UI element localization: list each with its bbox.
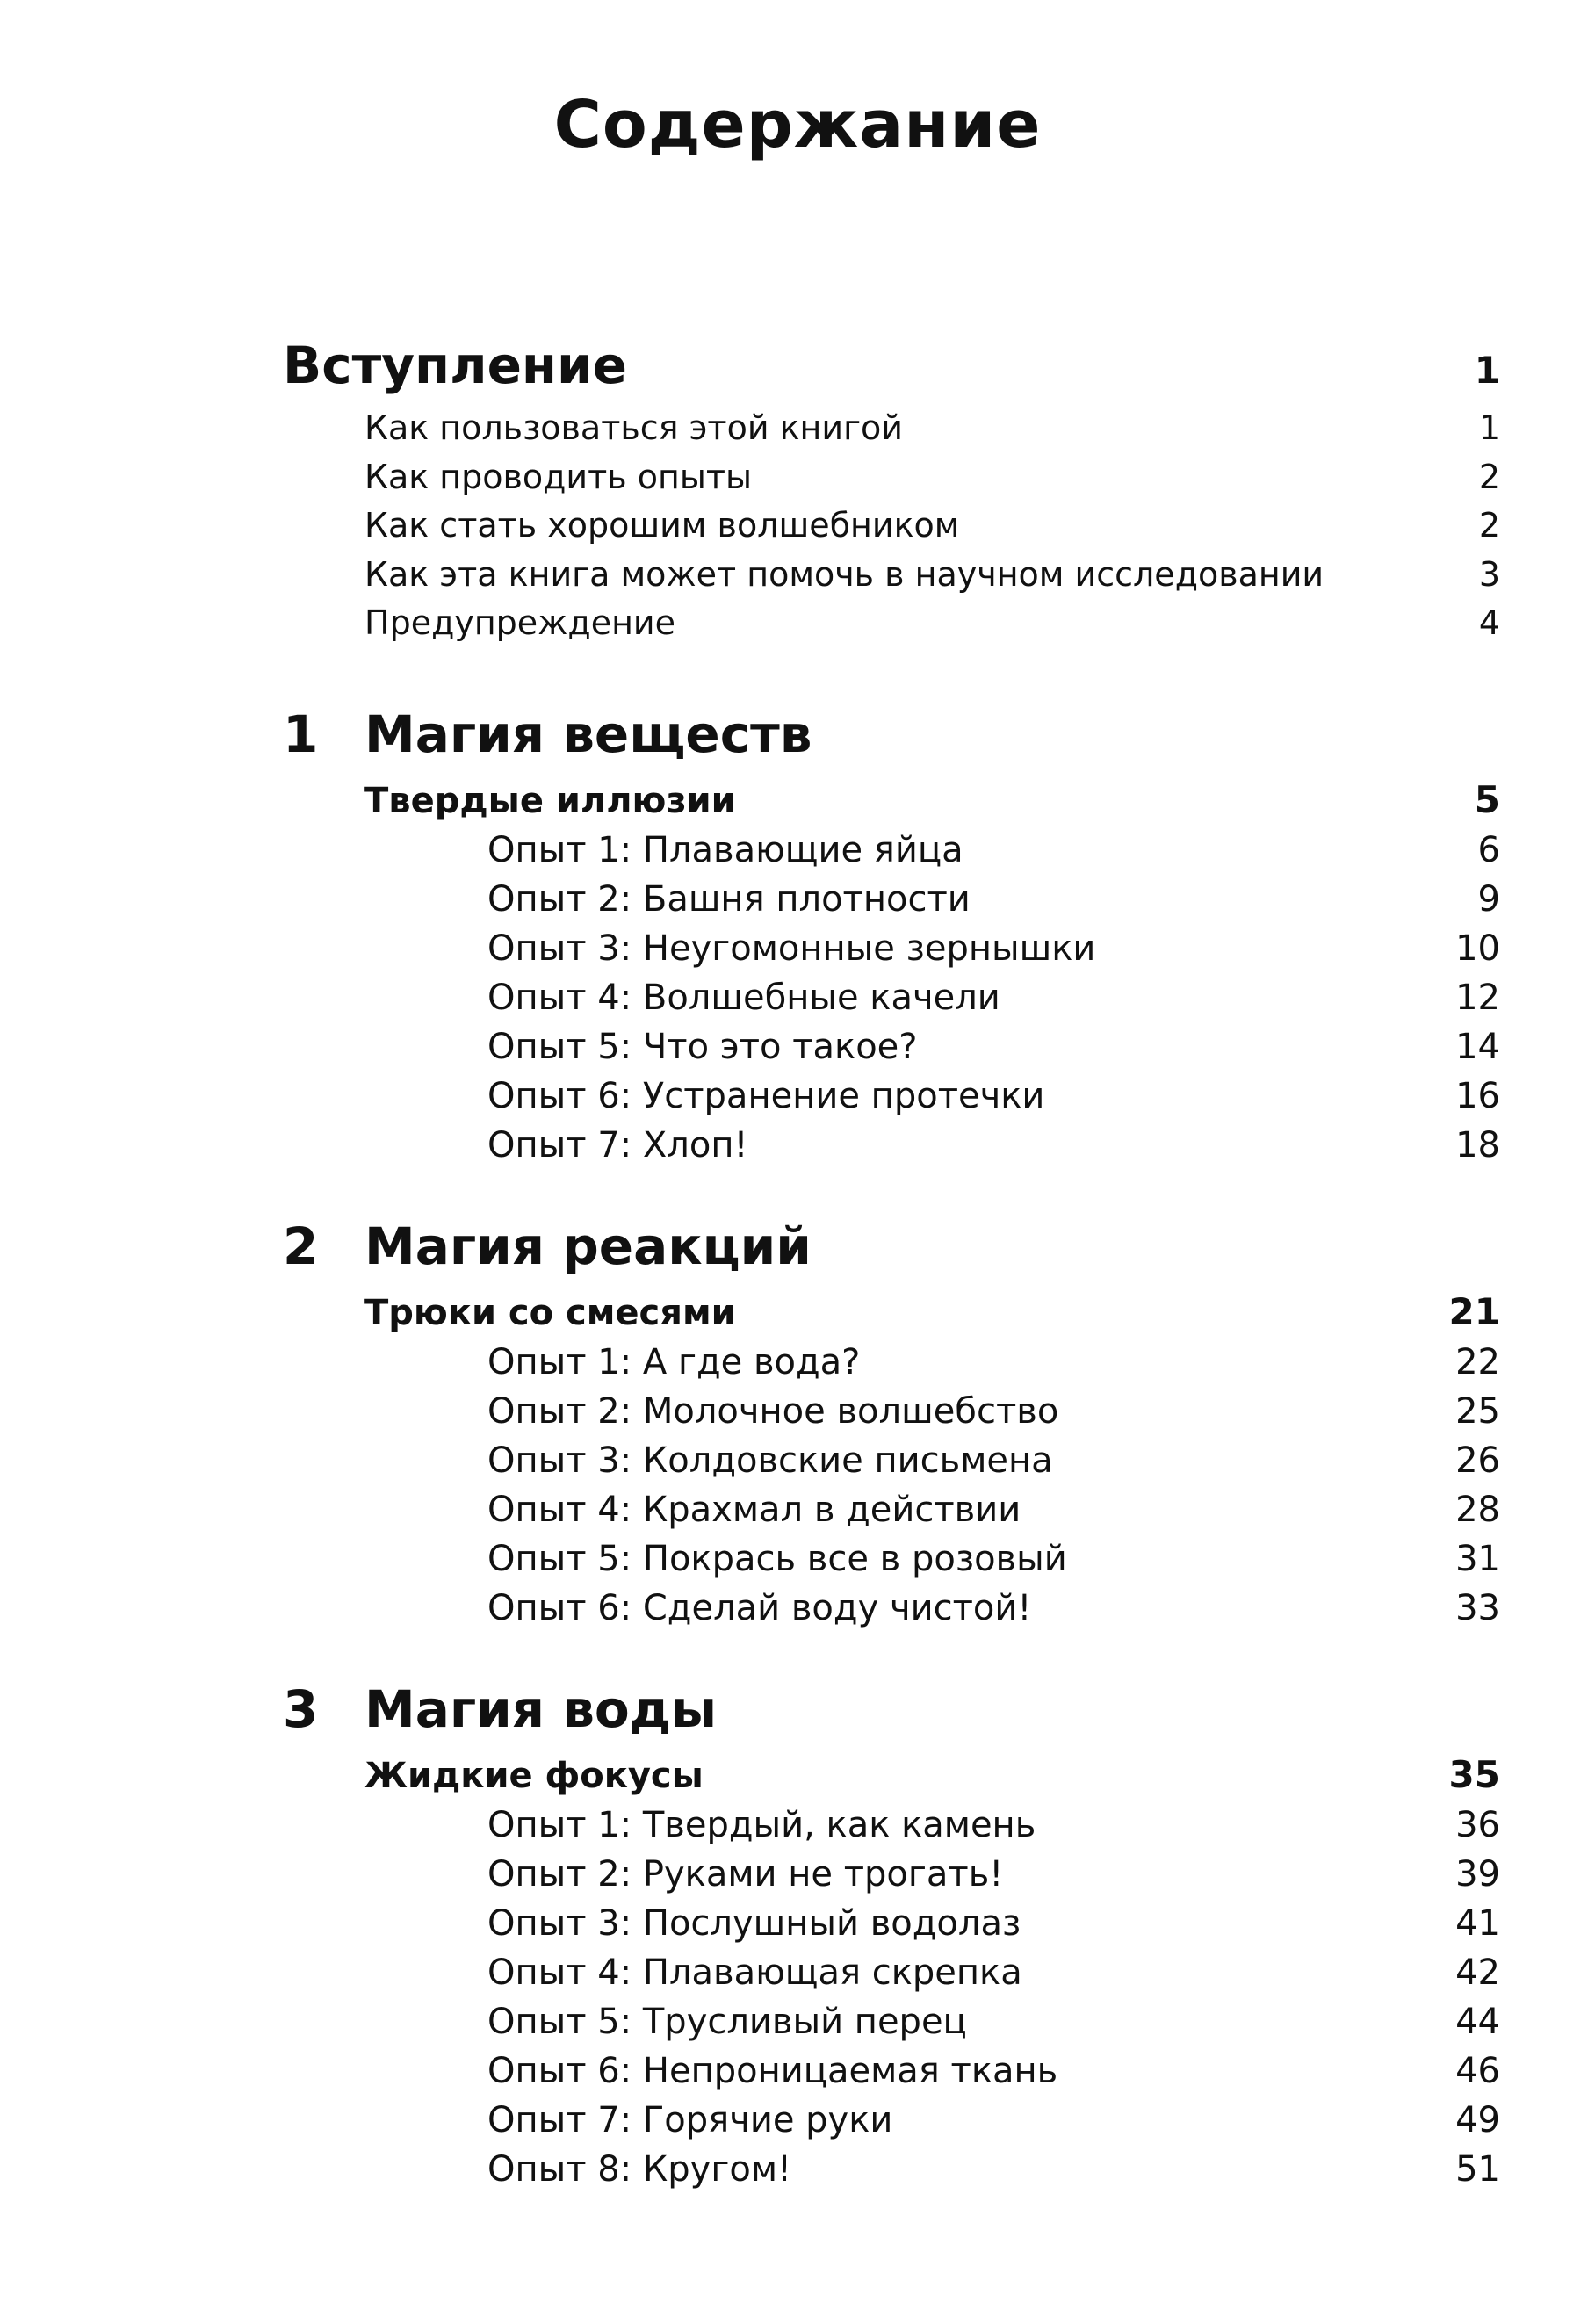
toc-entry-label: Опыт 6: Сделай воду чистой! <box>487 1588 1032 1628</box>
toc-entry-label: Опыт 6: Устранение протечки <box>487 1076 1045 1116</box>
chapter-title: Магия веществ <box>364 704 812 764</box>
toc-entry-page: 36 <box>1455 1805 1500 1845</box>
toc-entry[interactable] <box>487 1485 1500 1534</box>
toc-entry-page: 1 <box>1478 408 1500 447</box>
toc-entry-page: 44 <box>1455 2002 1500 2042</box>
chapter-title: Магия воды <box>364 1679 718 1739</box>
toc-entry-label: Как эта книга может помочь в научном исследовании <box>364 554 1324 594</box>
toc-entry-page: 3 <box>1478 554 1500 594</box>
section-page: 21 <box>1448 1290 1500 1333</box>
experiment-list <box>487 1338 1500 1633</box>
toc-entry-label: Опыт 2: Руками не трогать! <box>487 1854 1004 1895</box>
section-entry[interactable] <box>364 1750 1500 1801</box>
section-entry[interactable] <box>364 775 1500 826</box>
toc-entry-page: 33 <box>1455 1588 1500 1628</box>
toc-entry-page: 16 <box>1455 1076 1500 1116</box>
section-label: Жидкие фокусы <box>364 1756 704 1796</box>
toc-entry-label: Опыт 4: Крахмал в действии <box>487 1490 1021 1530</box>
toc-entry-page: 18 <box>1455 1125 1500 1166</box>
toc-entry[interactable] <box>487 973 1500 1022</box>
toc-entry-page: 12 <box>1455 978 1500 1018</box>
toc-entry-label: Опыт 3: Неугомонные зернышки <box>487 928 1096 969</box>
toc-entry[interactable] <box>487 1436 1500 1485</box>
toc-entry[interactable] <box>487 1948 1500 1997</box>
toc-entry[interactable] <box>487 2096 1500 2145</box>
toc-entry-label: Опыт 6: Непроницаемая ткань <box>487 2051 1058 2091</box>
toc-entry[interactable] <box>487 1850 1500 1899</box>
toc-entry[interactable] <box>487 1072 1500 1121</box>
toc-entry-label: Опыт 7: Горячие руки <box>487 2100 893 2140</box>
experiment-list <box>487 826 1500 1170</box>
toc-entry-page: 2 <box>1478 457 1500 496</box>
toc-entry-label: Опыт 7: Хлоп! <box>487 1125 748 1166</box>
toc-entry[interactable] <box>364 404 1500 453</box>
chapter-heading[interactable] <box>283 694 1500 775</box>
toc-entry-page: 2 <box>1478 506 1500 545</box>
toc-entry-label: Как проводить опыты <box>364 457 752 496</box>
intro-list <box>364 404 1500 648</box>
toc-entry-label: Опыт 5: Что это такое? <box>487 1027 918 1067</box>
toc-entry[interactable] <box>487 1997 1500 2046</box>
section-page: 5 <box>1474 778 1500 821</box>
toc-entry[interactable] <box>487 826 1500 875</box>
toc-entry-page: 14 <box>1455 1027 1500 1067</box>
chapter-heading[interactable] <box>283 1669 1500 1750</box>
toc-entry-page: 9 <box>1477 879 1500 920</box>
toc-entry[interactable] <box>487 1534 1500 1584</box>
toc-entry-label: Предупреждение <box>364 603 675 642</box>
toc-entry-page: 25 <box>1455 1391 1500 1432</box>
toc-entry[interactable] <box>487 924 1500 973</box>
toc-entry-page: 51 <box>1455 2149 1500 2190</box>
toc-entry-page: 49 <box>1455 2100 1500 2140</box>
toc-entry-label: Опыт 4: Плавающая скрепка <box>487 1952 1022 1993</box>
toc-entry[interactable] <box>487 1584 1500 1633</box>
toc-entry[interactable] <box>487 2046 1500 2096</box>
toc-entry-page: 26 <box>1455 1440 1500 1481</box>
toc-entry-page: 41 <box>1455 1903 1500 1944</box>
chapter-2 <box>283 1206 1500 1633</box>
toc-entry-label: Опыт 5: Покрась все в розовый <box>487 1539 1067 1579</box>
toc-entry-page: 28 <box>1455 1490 1500 1530</box>
intro-heading: Вступление <box>283 336 627 395</box>
chapter-title: Магия реакций <box>364 1216 812 1276</box>
page-title: Содержание <box>553 87 1042 162</box>
toc-entry[interactable] <box>487 1387 1500 1436</box>
toc-entry-label: Опыт 1: Плавающие яйца <box>487 830 963 870</box>
toc-entry[interactable] <box>487 875 1500 924</box>
toc-entry-page: 10 <box>1455 928 1500 969</box>
toc-entry[interactable] <box>487 1338 1500 1387</box>
chapter-3 <box>283 1669 1500 2194</box>
experiment-list <box>487 1801 1500 2194</box>
toc-entry[interactable] <box>364 599 1500 648</box>
chapter-number: 1 <box>283 704 319 764</box>
toc-entry-page: 4 <box>1478 603 1500 642</box>
toc-entry[interactable] <box>364 453 1500 502</box>
chapter-1 <box>283 694 1500 1170</box>
toc-entry-page: 31 <box>1455 1539 1500 1579</box>
toc-entry[interactable] <box>487 1022 1500 1072</box>
section-label: Твердые иллюзии <box>364 781 736 821</box>
toc-entry-label: Опыт 2: Молочное волшебство <box>487 1391 1059 1432</box>
chapter-number: 2 <box>283 1216 319 1276</box>
toc-entry-label: Опыт 1: Твердый, как камень <box>487 1805 1036 1845</box>
toc-entry-label: Опыт 3: Колдовские письмена <box>487 1440 1053 1481</box>
toc-entry[interactable] <box>364 502 1500 551</box>
toc-entry[interactable] <box>487 1801 1500 1850</box>
toc-entry-page: 22 <box>1455 1342 1500 1382</box>
toc-entry-label: Опыт 4: Волшебные качели <box>487 978 1000 1018</box>
toc-entry-label: Опыт 1: А где вода? <box>487 1342 861 1382</box>
toc-entry[interactable] <box>487 1899 1500 1948</box>
toc-entry-label: Как пользоваться этой книгой <box>364 408 903 447</box>
chapter-number: 3 <box>283 1679 319 1739</box>
intro-page-number: 1 <box>1474 349 1500 392</box>
toc-entry-label: Опыт 3: Послушный водолаз <box>487 1903 1021 1944</box>
toc-entry-label: Опыт 2: Башня плотности <box>487 879 971 920</box>
section-entry[interactable] <box>364 1287 1500 1338</box>
toc-entry[interactable] <box>487 2145 1500 2194</box>
section-page: 35 <box>1448 1753 1500 1796</box>
toc-entry-label: Опыт 8: Кругом! <box>487 2149 792 2190</box>
toc-entry-page: 39 <box>1455 1854 1500 1895</box>
toc-entry[interactable] <box>364 551 1500 600</box>
toc-entry-page: 46 <box>1455 2051 1500 2091</box>
chapter-heading[interactable] <box>283 1206 1500 1287</box>
toc-entry[interactable] <box>487 1121 1500 1170</box>
toc-entry-page: 42 <box>1455 1952 1500 1993</box>
toc-entry-page: 6 <box>1477 830 1500 870</box>
section-label: Трюки со смесями <box>364 1293 736 1333</box>
toc-entry-label: Как стать хорошим волшебником <box>364 506 960 545</box>
toc-entry-label: Опыт 5: Трусливый перец <box>487 2002 967 2042</box>
